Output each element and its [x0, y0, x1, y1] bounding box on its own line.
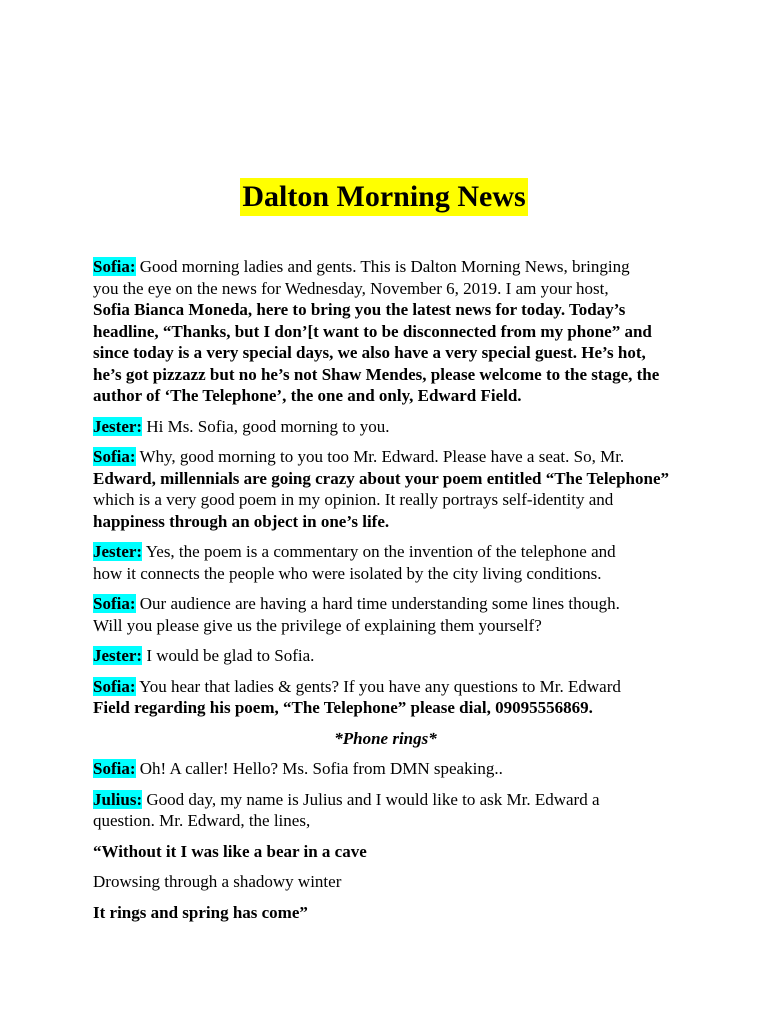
speaker-label: Julius:	[93, 789, 143, 809]
text-line	[93, 871, 678, 893]
text-line	[93, 446, 678, 468]
line-text: “Without it I was like a bear in a cave	[93, 841, 367, 861]
text-line	[93, 758, 678, 780]
line-text: Drowsing through a shadowy winter	[93, 872, 342, 891]
text-line	[93, 385, 678, 407]
speaker-label: Sofia:	[93, 447, 136, 466]
dialogue-paragraph	[93, 645, 678, 667]
text-line	[93, 615, 678, 637]
line-text: how it connects the people who were isolated by the city living conditions.	[93, 563, 602, 583]
line-text: author of ‘The Telephone’, the one and only, Edward Field.	[93, 386, 522, 405]
text-line	[93, 563, 678, 585]
line-text: Edward, millennials are going crazy about your poem entitled “The Telephone”	[93, 468, 669, 488]
text-line	[93, 321, 678, 343]
dialogue-paragraph	[93, 541, 678, 584]
line-text: Hi Ms. Sofia, good morning to you.	[142, 416, 390, 436]
speaker-label: Jester:	[93, 542, 143, 561]
text-line	[93, 645, 678, 667]
line-text: Our audience are having a hard time understanding some lines though.	[135, 594, 620, 613]
text-line	[93, 489, 678, 511]
dialogue-paragraph	[93, 789, 678, 832]
text-line	[93, 676, 678, 698]
line-text: Oh! A caller! Hello? Ms. Sofia from DMN speaking..	[135, 759, 503, 778]
text-line	[93, 841, 678, 863]
line-text: Field regarding his poem, “The Telephone” please dial, 09095556869.	[93, 698, 593, 717]
text-line	[93, 299, 678, 321]
text-line	[93, 342, 678, 364]
line-text: Good morning ladies and gents. This is Dalton Morning News, bringing	[135, 257, 630, 276]
dialogue-paragraph	[93, 593, 678, 636]
document-title: Dalton Morning News	[240, 178, 527, 216]
line-text: question. Mr. Edward, the lines,	[93, 811, 311, 830]
line-text: Sofia Bianca Moneda, here to bring you the latest news for today. Today’s	[93, 300, 626, 319]
line-text: since today is a very special days, we also have a very special guest. He’s hot,	[93, 343, 646, 362]
document-body	[93, 256, 678, 932]
line-text: happiness through an object in one’s life.	[93, 511, 390, 531]
line-text: It rings and spring has come”	[93, 902, 308, 922]
text-line	[93, 789, 678, 811]
line-text: I would be glad to Sofia.	[142, 646, 315, 665]
title-wrap	[0, 178, 768, 216]
line-text: You hear that ladies & gents? If you have any questions to Mr. Edward	[135, 676, 621, 696]
line-text: you the eye on the news for Wednesday, November 6, 2019. I am your host,	[93, 278, 609, 298]
line-text: Why, good morning to you too Mr. Edward. Please have a seat. So, Mr.	[135, 447, 625, 466]
text-line	[93, 364, 678, 386]
text-line	[93, 902, 678, 924]
line-text: which is a very good poem in my opinion. It really portrays self-identity and	[93, 490, 614, 509]
dialogue-paragraph	[93, 416, 678, 438]
text-line	[93, 697, 678, 719]
text-line	[93, 468, 678, 490]
line-text: Will you please give us the privilege of explaining them yourself?	[93, 615, 542, 635]
dialogue-paragraph	[93, 676, 678, 719]
text-line	[93, 810, 678, 832]
stage-direction: *Phone rings*	[334, 728, 437, 748]
text-line	[93, 511, 678, 533]
speaker-label: Jester:	[93, 416, 143, 436]
line-text: Good day, my name is Julius and I would like to ask Mr. Edward a	[142, 789, 600, 809]
text-line	[93, 256, 678, 278]
dialogue-paragraph	[93, 871, 678, 893]
line-text: headline, “Thanks, but I don’[t want to be disconnected from my phone” and	[93, 321, 652, 341]
dialogue-paragraph	[93, 256, 678, 407]
line-text: he’s got pizzazz but no he’s not Shaw Mendes, please welcome to the stage, the	[93, 364, 660, 384]
speaker-label: Sofia:	[93, 257, 136, 276]
text-line	[93, 416, 678, 438]
speaker-label: Jester:	[93, 646, 143, 665]
text-line	[93, 278, 678, 300]
text-line	[93, 593, 678, 615]
dialogue-paragraph	[93, 758, 678, 780]
speaker-label: Sofia:	[93, 676, 136, 696]
dialogue-paragraph	[93, 841, 678, 863]
speaker-label: Sofia:	[93, 759, 136, 778]
speaker-label: Sofia:	[93, 594, 136, 613]
line-text: Yes, the poem is a commentary on the invention of the telephone and	[142, 542, 616, 561]
dialogue-paragraph	[93, 902, 678, 924]
dialogue-paragraph	[93, 446, 678, 532]
text-line	[93, 541, 678, 563]
